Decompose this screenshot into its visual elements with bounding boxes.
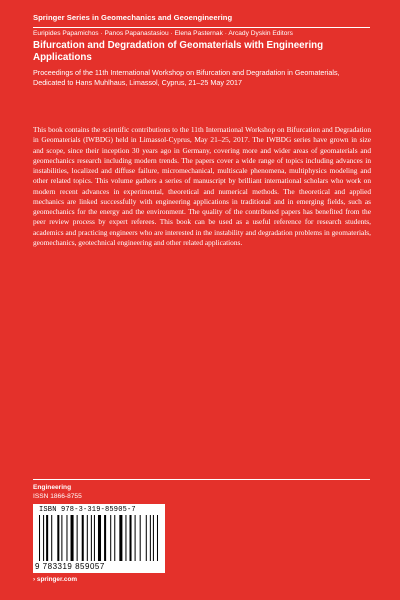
series-name: Springer Series in Geomechanics and Geoengineering <box>33 13 233 22</box>
publisher-url[interactable]: › springer.com <box>33 576 78 583</box>
barcode-icon <box>39 515 159 561</box>
editors-line <box>33 30 353 37</box>
barcode-digits: 9 783319 859057 <box>35 562 105 571</box>
book-title: Bifurcation and Degradation of Geomaterials with Engineering Applications <box>33 40 324 63</box>
barcode-panel <box>33 504 165 573</box>
bottom-rule <box>33 479 370 480</box>
subject-label: Engineering <box>33 484 72 491</box>
top-rule <box>33 27 370 28</box>
editors-role: Editors <box>272 30 293 37</box>
issn-number: ISSN 1866-8755 <box>33 493 82 500</box>
editors-names: Euripides Papamichos · Panos Papanastasiou · Elena Pasternak · Arcady Dyskin <box>33 30 271 37</box>
back-cover-blurb: This book contains the scientific contributions to the 11th International Workshop on Bifurcation and Degradation in Geomaterials (IWBDG) held in Limassol-Cyprus, May 21–25, 2017. The IWBDG series have grown in size and scope, since their inception 30 years ago in Germany, covering more and wider areas of geomaterials and geomechanics research including modern trends. The papers cover a wide range of topics including advances in instabilities, localized and diffuse failure, micromechanical, multiscale phenomena, multiphysics modeling and other related topics. This volume gathers a series of manuscript by brilliant international scholars who work on modern recent advances in experimental, theoretical and numerical methods. The theoretical and applied mechanics are linked successfully with engineering applications in traditional and in emerging fields, such as geomechanics for the energy and the environment. The quality of the contributed papers has benefited from the peer review process by expert referees. This book can be used as a useful reference for research students, academics and practicing engineers who are interested in the instability and degradation problems in geomaterials, geomechanics, geotechnical engineering and other related applications. <box>33 125 371 247</box>
proceedings-subtitle: Proceedings of the 11th International Workshop on Bifurcation and Degradation in Geomaterials, Dedicated to Hans Muhlhaus, Limassol, Cyprus, 21–25 May 2017 <box>33 68 340 87</box>
isbn-label: ISBN 978-3-319-85905-7 <box>39 506 136 514</box>
